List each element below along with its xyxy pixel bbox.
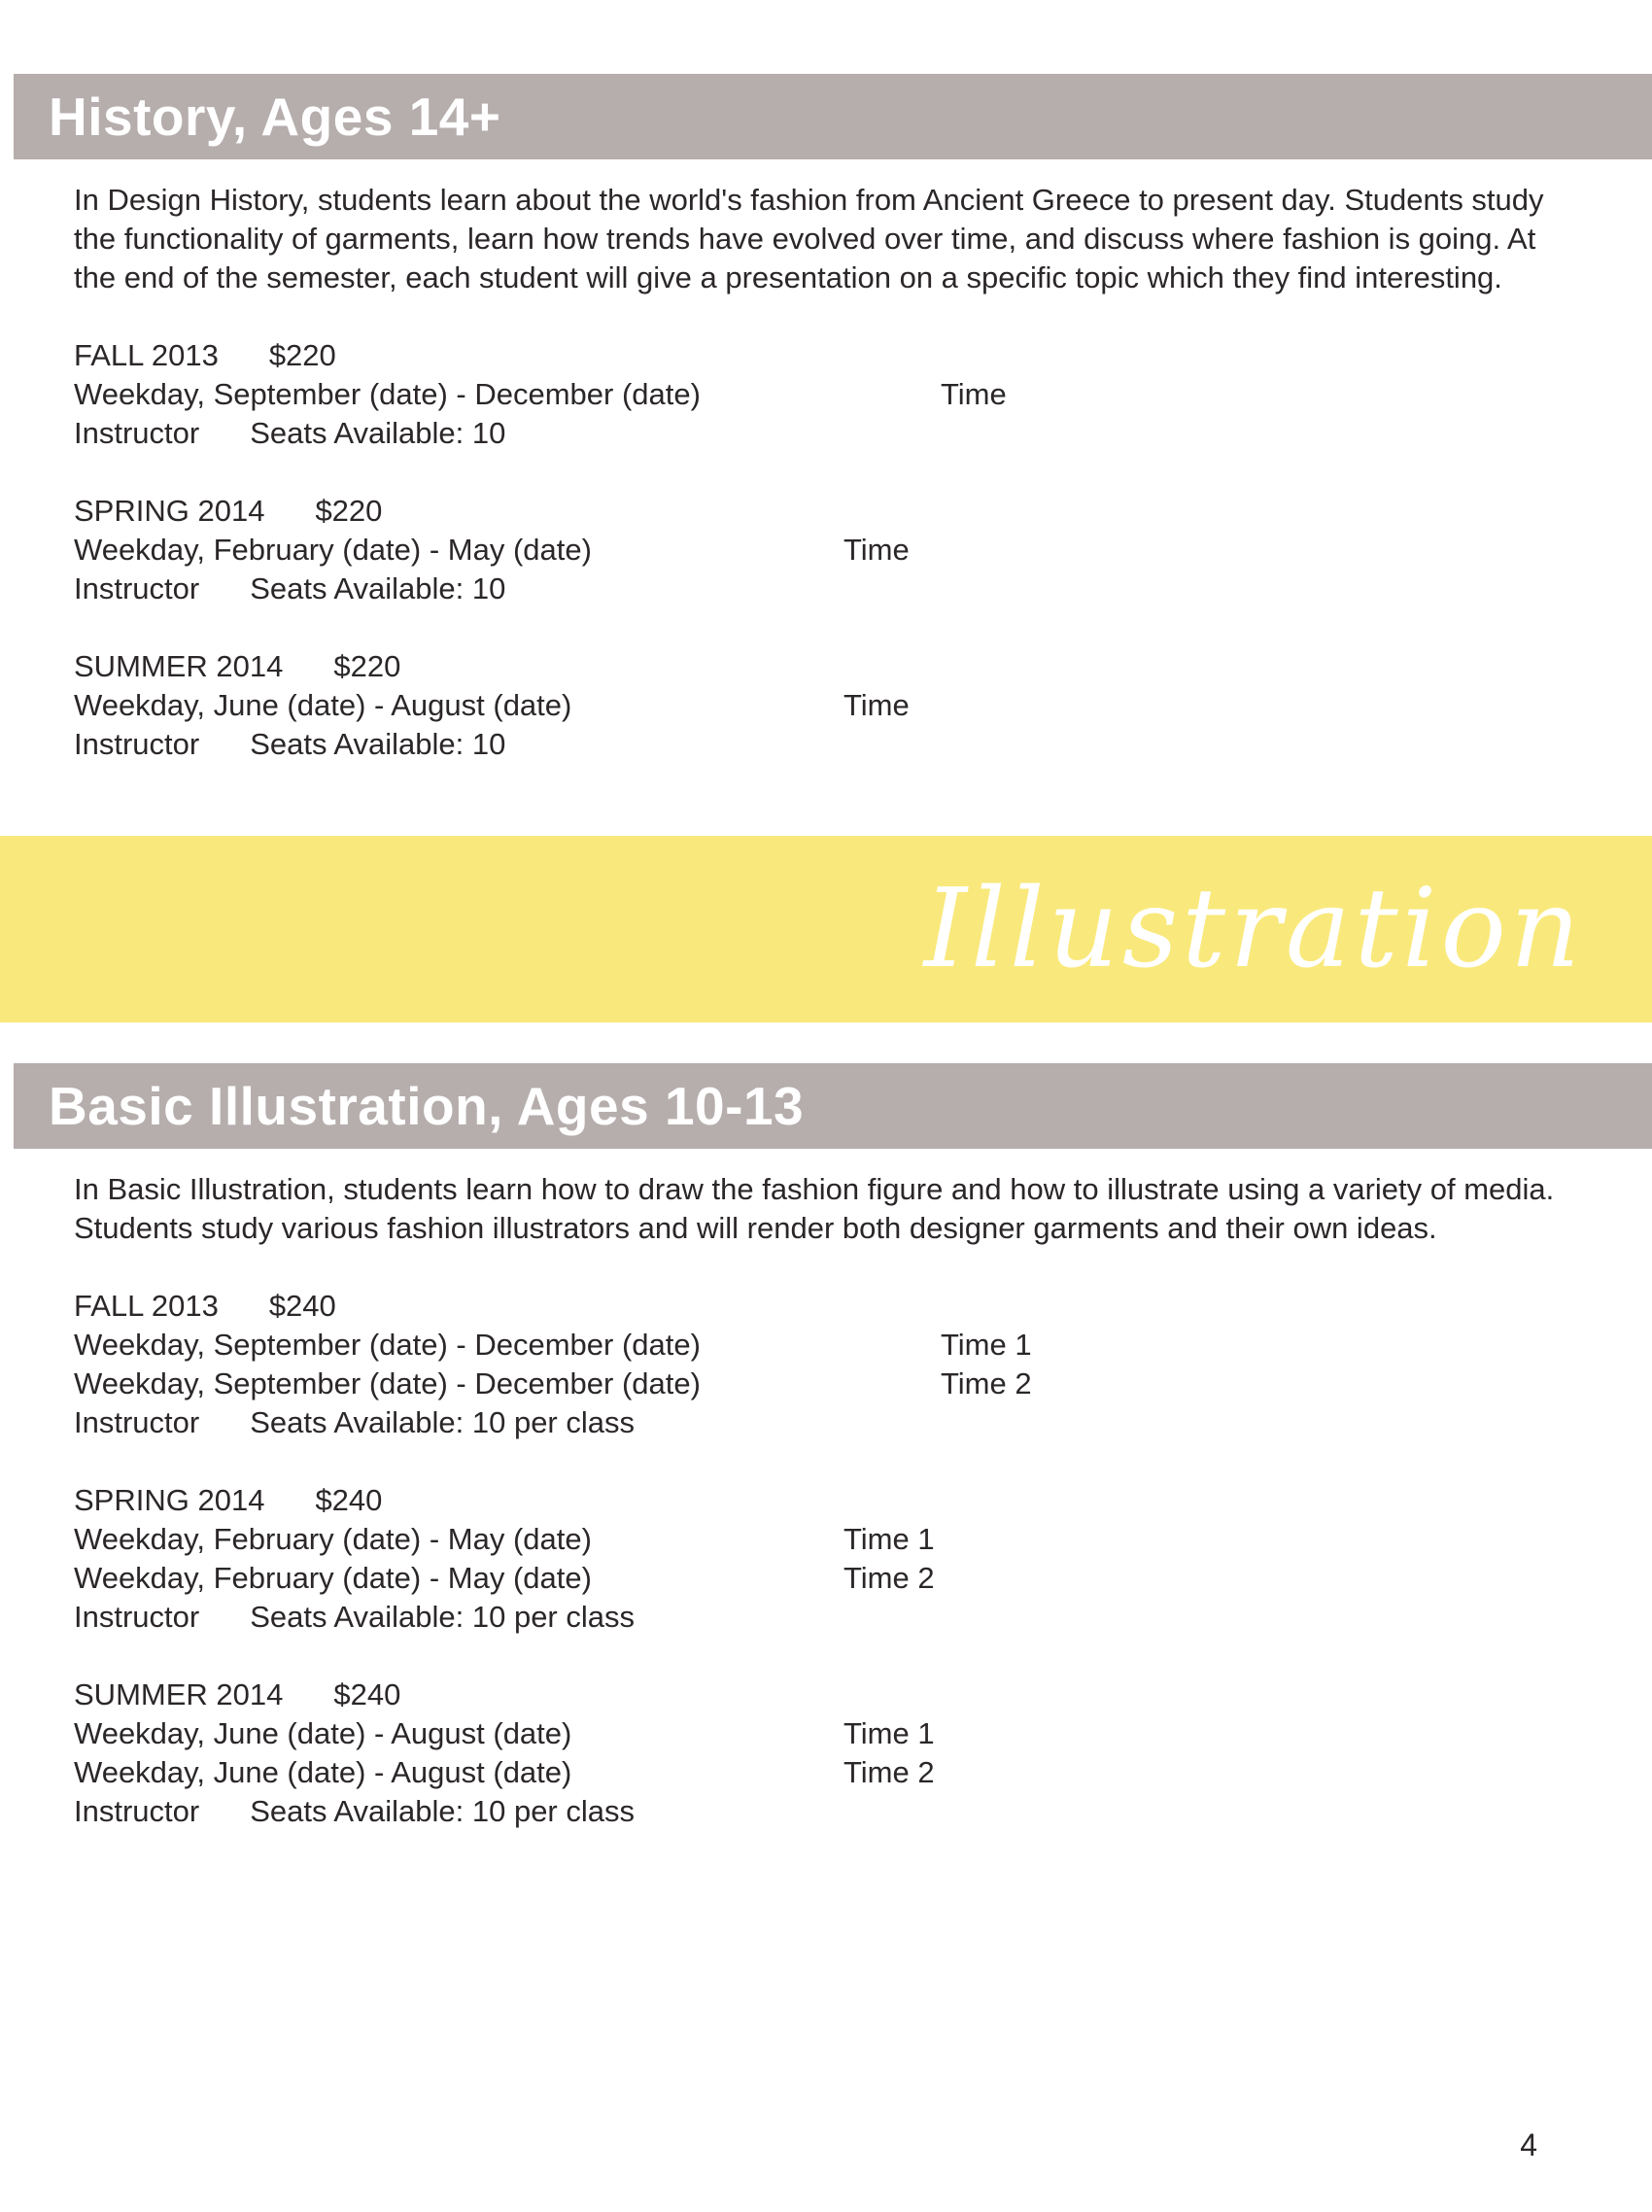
schedule-time: Time 1 — [843, 1716, 935, 1750]
session-block — [74, 1676, 1565, 1831]
price-label: $240 — [333, 1677, 401, 1711]
instructor-label: Instructor — [74, 1600, 200, 1634]
schedule-line — [74, 1559, 1565, 1598]
seats-available-label: Seats Available: 10 per class — [250, 1794, 635, 1828]
instructor-label: Instructor — [74, 571, 200, 605]
section-content-basic-illustration — [0, 1170, 1652, 1831]
schedule-time: Time 2 — [843, 1561, 935, 1595]
section-description-basic-illustration: In Basic Illustration, students learn how to draw the fashion figure and how to illustrate using a variety of media. Students study various fashion illustrators and will render both designer garments and their own ideas. — [74, 1172, 1555, 1245]
price-label: $220 — [268, 338, 336, 372]
instructor-label: Instructor — [74, 1794, 200, 1828]
schedule-time: Time — [843, 688, 910, 722]
price-label: $220 — [315, 494, 383, 528]
instructor-label: Instructor — [74, 727, 200, 761]
term-label: FALL 2013 — [74, 1289, 219, 1323]
session-footer — [74, 725, 1565, 764]
term-label: SUMMER 2014 — [74, 649, 284, 683]
instructor-label: Instructor — [74, 1405, 200, 1439]
session-block — [74, 492, 1565, 608]
illustration-banner-script-text: Illustration — [923, 866, 1584, 992]
illustration-banner — [0, 836, 1652, 1022]
schedule-line — [74, 531, 1565, 570]
schedule-text: Weekday, February (date) - May (date) — [74, 533, 592, 567]
term-line — [74, 492, 1565, 531]
session-footer — [74, 1792, 1565, 1831]
catalog-page — [0, 74, 1652, 2162]
schedule-time: Time — [941, 377, 1007, 411]
session-block — [74, 647, 1565, 764]
price-label: $220 — [333, 649, 401, 683]
schedule-time: Time 1 — [941, 1328, 1032, 1362]
session-block — [74, 1287, 1565, 1442]
seats-available-label: Seats Available: 10 — [250, 727, 506, 761]
session-footer — [74, 570, 1565, 608]
schedule-time: Time — [843, 533, 910, 567]
schedule-line — [74, 1714, 1565, 1753]
section-header-history — [14, 74, 1652, 159]
term-label: SPRING 2014 — [74, 1483, 265, 1517]
seats-available-label: Seats Available: 10 per class — [250, 1405, 635, 1439]
schedule-time: Time 2 — [941, 1366, 1032, 1400]
schedule-line — [74, 1520, 1565, 1559]
section-content-history — [0, 181, 1652, 764]
session-footer — [74, 1403, 1565, 1442]
term-line — [74, 1287, 1565, 1326]
session-footer — [74, 414, 1565, 453]
session-block — [74, 336, 1565, 453]
schedule-line — [74, 686, 1565, 725]
price-label: $240 — [315, 1483, 383, 1517]
schedule-text: Weekday, February (date) - May (date) — [74, 1561, 592, 1595]
schedule-line — [74, 375, 1565, 414]
section-header-basic-illustration — [14, 1063, 1652, 1149]
price-label: $240 — [268, 1289, 336, 1323]
section-title-basic-illustration: Basic Illustration, Ages 10-13 — [49, 1076, 805, 1136]
instructor-label: Instructor — [74, 416, 200, 450]
term-label: SUMMER 2014 — [74, 1677, 284, 1711]
term-label: SPRING 2014 — [74, 494, 265, 528]
term-label: FALL 2013 — [74, 338, 219, 372]
schedule-text: Weekday, June (date) - August (date) — [74, 1755, 572, 1789]
schedule-time: Time 1 — [843, 1522, 935, 1556]
schedule-text: Weekday, June (date) - August (date) — [74, 688, 572, 722]
session-block — [74, 1481, 1565, 1637]
term-line — [74, 647, 1565, 686]
seats-available-label: Seats Available: 10 per class — [250, 1600, 635, 1634]
seats-available-label: Seats Available: 10 — [250, 416, 506, 450]
term-line — [74, 336, 1565, 375]
schedule-text: Weekday, September (date) - December (date) — [74, 377, 701, 411]
schedule-time: Time 2 — [843, 1755, 935, 1789]
schedule-line — [74, 1365, 1565, 1403]
seats-available-label: Seats Available: 10 — [250, 571, 506, 605]
section-description-history: In Design History, students learn about the world's fashion from Ancient Greece to present day. Students study the functionality of garments, learn how trends have evolved over time, and discuss where fashion is going. At the end of the semester, each student will give a presentation on a specific topic which they find interesting. — [74, 183, 1544, 294]
term-line — [74, 1481, 1565, 1520]
schedule-text: Weekday, June (date) - August (date) — [74, 1716, 572, 1750]
session-footer — [74, 1598, 1565, 1637]
term-line — [74, 1676, 1565, 1714]
schedule-text: Weekday, September (date) - December (date) — [74, 1366, 701, 1400]
schedule-text: Weekday, February (date) - May (date) — [74, 1522, 592, 1556]
schedule-line — [74, 1753, 1565, 1792]
schedule-line — [74, 1326, 1565, 1365]
schedule-text: Weekday, September (date) - December (date) — [74, 1328, 701, 1362]
section-title-history: History, Ages 14+ — [49, 86, 501, 147]
page-number: 4 — [1520, 2127, 1537, 2162]
